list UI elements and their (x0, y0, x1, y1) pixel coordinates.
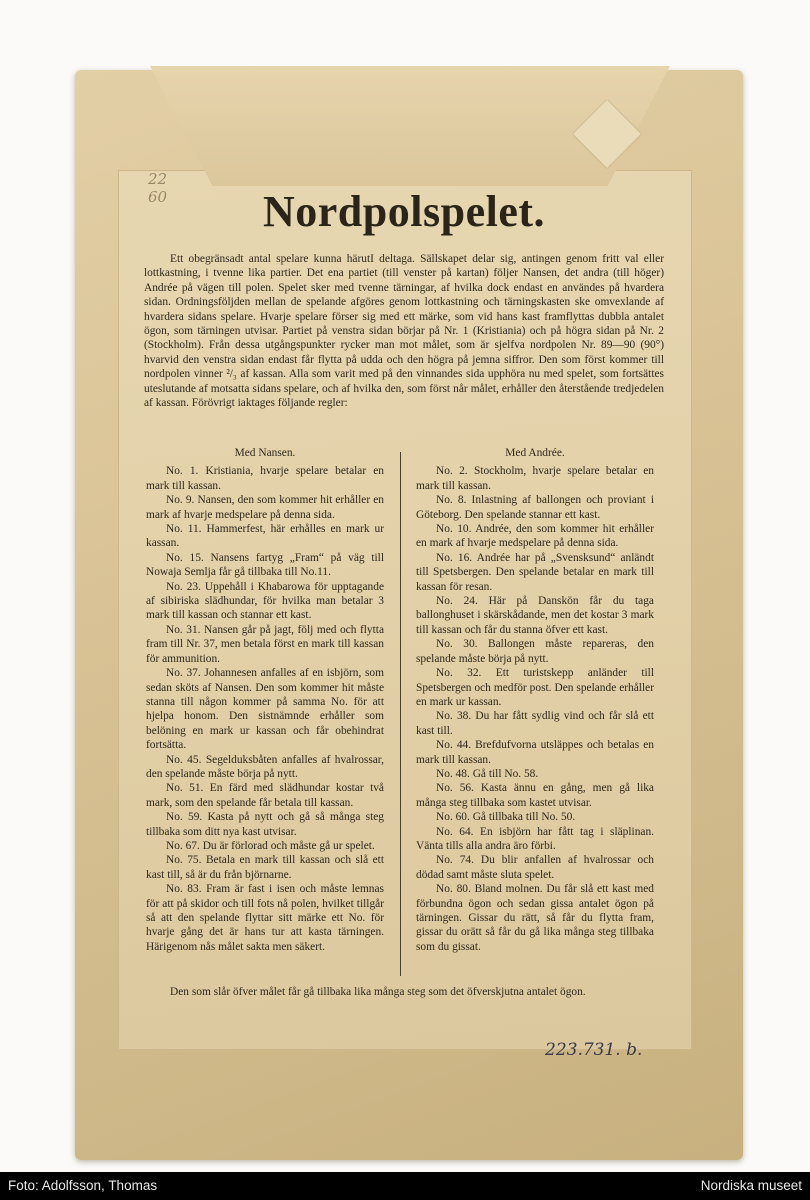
rule-item: No. 31. Nansen går på jagt, följ med och flytta fram till Nr. 37, men betala först en mark till kassan för ammunition. (146, 623, 384, 665)
footer-rule: Den som slår öfver målet får gå tillbaka lika många steg som det öfverskjutna antalet ögon. (170, 986, 586, 998)
rule-item: No. 48. Gå till No. 58. (436, 767, 539, 780)
nansen-column (146, 446, 384, 954)
rule-item: No. 67. Du är förlorad och måste gå ur spelet. (166, 839, 375, 852)
rule-item: No. 1. Kristiania, hvarje spelare betalar en mark till kassan. (146, 465, 384, 492)
rule-item: No. 59. Kasta på nytt och gå så många steg tillbaka som ditt nya kast utvisar. (146, 811, 384, 838)
inventory-number: 223.731. b. (545, 1040, 643, 1060)
rule-item: No. 8. Inlastning af ballongen och proviant i Göteborg. Den spelande stannar ett kast. (416, 494, 654, 521)
andree-rules-list (416, 464, 654, 954)
caption-bar (0, 1172, 810, 1200)
document-title: Nordpolspelet. (263, 187, 545, 236)
column-divider (400, 452, 401, 976)
photo-credit: Foto: Adolfsson, Thomas (8, 1178, 158, 1193)
rule-item: No. 38. Du har fått sydlig vind och får slå ett kast till. (416, 710, 654, 737)
handwritten-corner-note: 22 60 (148, 170, 168, 206)
rule-item: No. 23. Uppehåll i Khabarowa för upptagande af sibiriska slädhundar, för hvilka man betalar 3 mark till kassan och stannar ett kast. (146, 580, 384, 622)
rule-item: No. 60. Gå tillbaka till No. 50. (436, 811, 576, 824)
rule-item: No. 30. Ballongen måste repareras, den spelande måste börja på nytt. (416, 638, 654, 665)
rule-item: No. 51. En färd med slädhundar kostar två mark, som den spelande får betala till kassan. (146, 782, 384, 809)
rule-item: No. 16. Andrée har på „Svensksund“ anländt till Spetsbergen. Den spelande betalar en mark till kassan för resan. (416, 551, 654, 593)
rule-item: No. 64. En isbjörn har fått tag i släplinan. Vänta tills alla andra äro förbi. (416, 825, 654, 852)
rule-item: No. 24. Här på Danskön får du taga ballonghuset i skärskådande, men det kostar 3 mark till kassan och får du stanna öfver ett kast. (416, 595, 654, 636)
intro-paragraph: Ett obegränsadt antal spelare kunna härutI deltaga. Sällskapet delar sig, antingen genom fritt val eller lottkastning, i tvenne lika partier. Det ena partiet (till venster på kartan) följer Nansen, det andra (till höger) Andrée på vägen till polen. Spelet sker med tvenne tärningar, af hvilka dock endast en användes på hvardera sidan. Ordningsföljden mellan de spelande afgöres genom lottkastning och tärningskasten ske omvexlande af hvardera sidans spelare. Hvarje spelare förser sig med ett märke, som vid hans kast framflyttas dubbla antalet ögon, som tärningen utvisar. Partiet på venstra sidan börjar på Nr. 1 (Kristiania) och på högra sidan på Nr. 2 (Stockholm). Från dessa utgångspunkter rycker man mot målet, som är sjelfva nordpolen Nr. 89—90 (90°) hvarvid den venstra sidan endast får flytta på udda och den högra på jemna siffror. Den som först kommer till nordpolen vinner ²/₃ af kassan. Alla som varit med på den vinnandes sida upphöra nu med spelet, som fortsättes uteslutande af motsatta sidans spelare, och af hvilka den, som först når målet, erhåller den återstående tredjedelen af kassan. Förövrigt iaktages följande regler: (144, 253, 664, 410)
nansen-heading: Med Nansen. (234, 447, 296, 459)
rule-item: No. 56. Kasta ännu en gång, men gå lika många steg tillbaka som kastet utvisar. (416, 782, 654, 809)
rule-item: No. 11. Hammerfest, här erhålles en mark ur kassan. (146, 523, 384, 550)
rule-item: No. 2. Stockholm, hvarje spelare betalar en mark till kassan. (416, 465, 654, 492)
rule-item: No. 83. Fram är fast i isen och måste lemnas för att på skidor och till fots nå polen, hvilket tillgår så att den spelande flyttar sitt märke ett No. för hvarje gång det är hans tur att kasta tärningen. Härigenom nås målet sakta men säkert. (146, 883, 384, 953)
rule-item: No. 44. Brefdufvorna utsläppes och betalas en mark till kassan. (416, 739, 654, 766)
rule-item: No. 32. Ett turistskepp anländer till Spetsbergen och medför post. Den spelande erhåller en mark ur kassan. (416, 667, 654, 708)
andree-heading: Med Andrée. (505, 447, 565, 459)
rule-item: No. 80. Bland molnen. Du får slå ett kast med förbundna ögon och sedan gissa antalet ögon på tärningen. Gissar du rätt, så får du flytta fram, gissar du orätt så får du gå lika många steg tillbaka som du gissat. (416, 883, 654, 953)
rule-item: No. 15. Nansens fartyg „Fram“ på väg till Nowaja Semlja får gå tillbaka till No.11. (146, 551, 384, 579)
institution-name: Nordiska museet (700, 1178, 802, 1193)
rule-item: No. 74. Du blir anfallen af hvalrossar och dödad samt måste sluta spelet. (416, 854, 654, 881)
andree-column (416, 446, 654, 954)
rule-item: No. 10. Andrée, den som kommer hit erhåller en mark af hvarje medspelare på denna sida. (416, 523, 654, 550)
rule-item: No. 9. Nansen, den som kommer hit erhåller en mark af hvarje medspelare på denna sida. (146, 494, 384, 521)
rule-item: No. 75. Betala en mark till kassan och slå ett kast till, så är du från björnarne. (146, 854, 384, 881)
rule-item: No. 45. Segelduksbåten anfalles af hvalrossar, den spelande måste börja på nytt. (146, 753, 384, 780)
nansen-rules-list (146, 464, 384, 954)
rule-item: No. 37. Johannesen anfalles af en isbjörn, som sedan sköts af Nansen. Den som kommer hit måste stanna till någon kommer på samma No. för att hjelpa honom. Den sistnämnde erhåller som belöning en mark ur kassan och får obehindrat fortsätta. (146, 667, 384, 752)
